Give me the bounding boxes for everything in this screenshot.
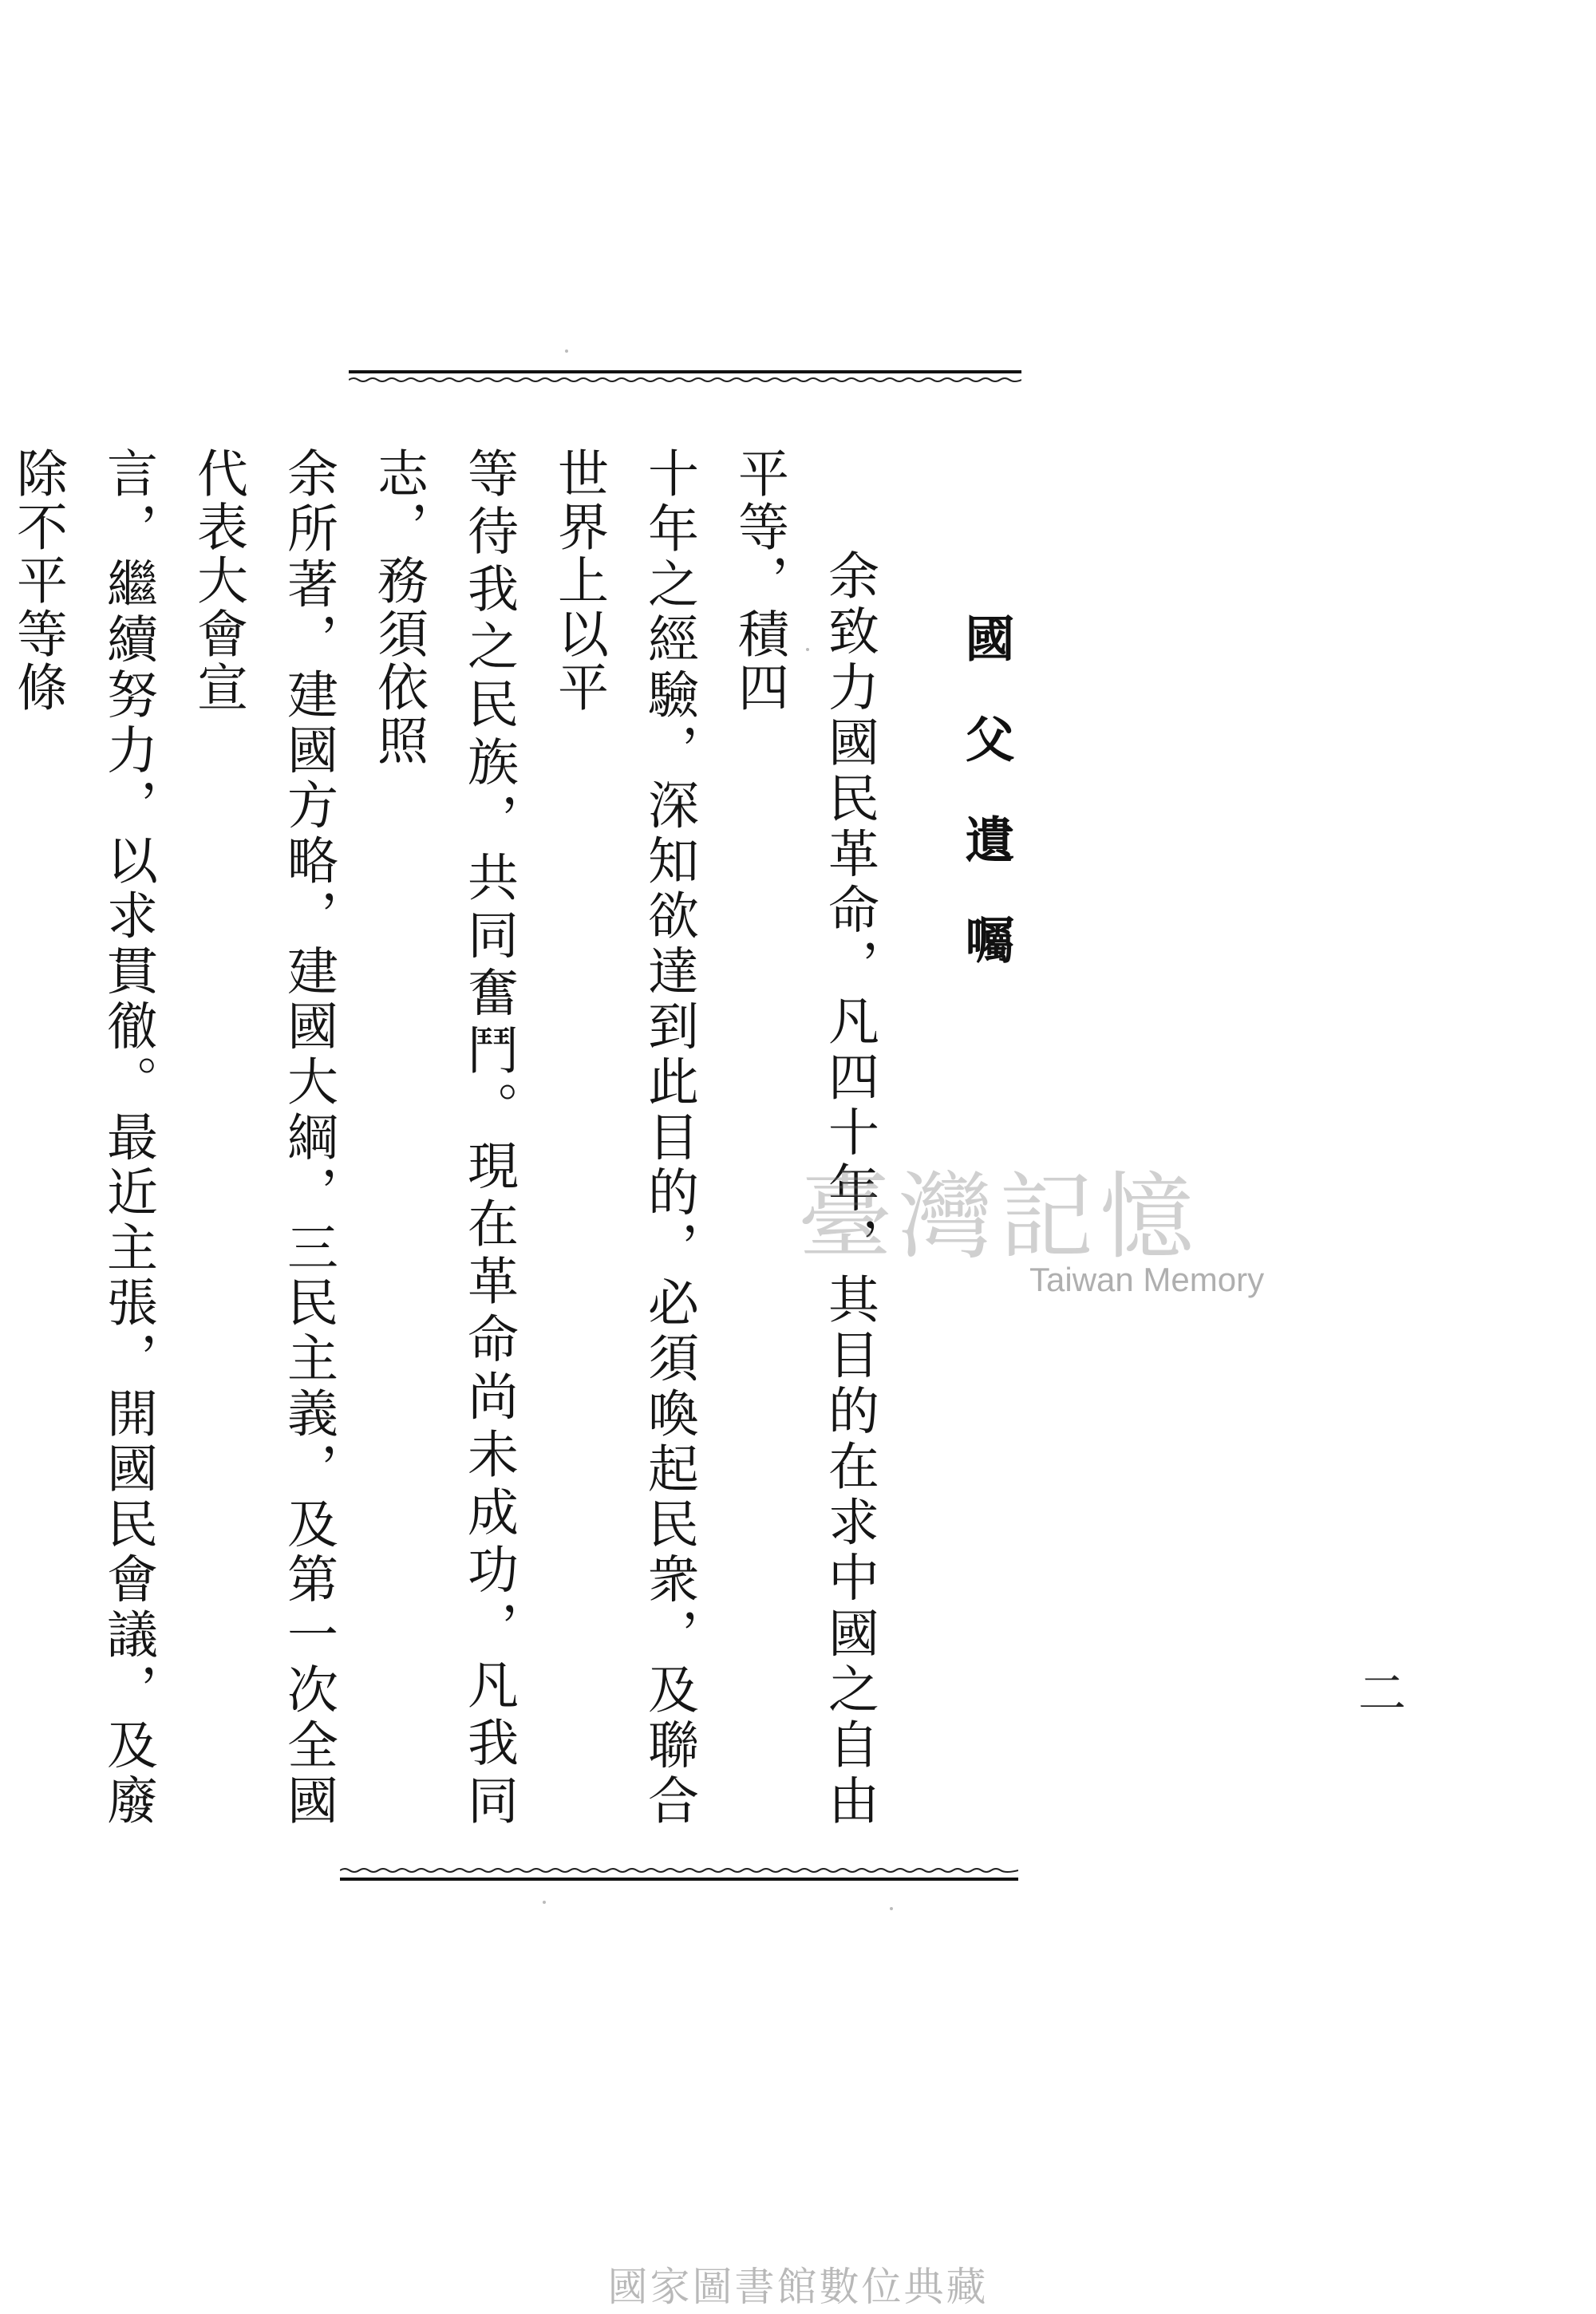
document-title: 國父遺囑 <box>957 613 1015 1015</box>
print-speck <box>806 648 809 651</box>
body-line: 言，繼續努力，以求貫徹。最近主張，開國民會議，及廢除不平等條 <box>8 447 157 1827</box>
document-body <box>8 447 894 1827</box>
body-line: 等待我之民族，共同奮鬥。現在革命尚未成功，凡我同志，務須依照 <box>369 447 518 1827</box>
watermark-script-logo: 臺灣記憶 <box>798 1162 1201 1272</box>
print-speck <box>565 349 568 353</box>
bottom-border-rule <box>340 1866 1018 1883</box>
archive-footer: 國家圖書館數位典藏 <box>607 2264 989 2310</box>
body-line: 十年之經驗，深知欲達到此目的，必須喚起民衆，及聯合世界上以平 <box>549 447 698 1827</box>
page-number: 二 <box>1358 1666 1406 1722</box>
top-border-rule <box>349 369 1021 386</box>
body-line: 余致力國民革命，凡四十年，其目的在求中國之自由平等，積四 <box>729 447 879 1827</box>
testament-text-block <box>8 447 1021 1827</box>
print-speck <box>543 1901 546 1904</box>
watermark-latin-logo: Taiwan Memory <box>1029 1261 1265 1298</box>
print-speck <box>890 1907 893 1910</box>
body-line: 余所著，建國方略，建國大綱，三民主義，及第一次全國代表大會宣 <box>188 447 338 1827</box>
